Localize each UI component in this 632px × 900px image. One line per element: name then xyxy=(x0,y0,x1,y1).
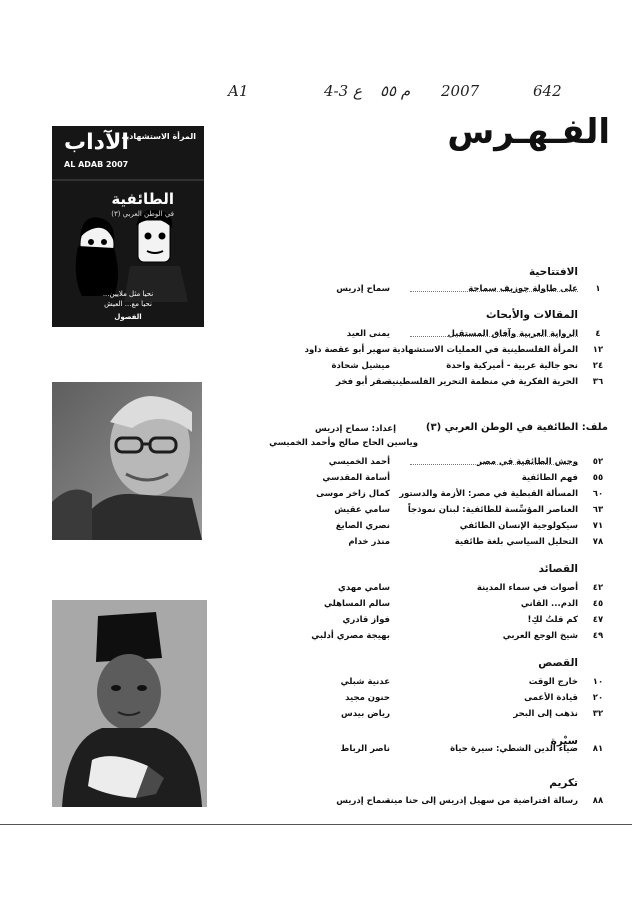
toc-page-number: ٤٢ xyxy=(592,583,604,593)
toc-entry[interactable] xyxy=(206,360,604,373)
toc-author: سامي عقيش xyxy=(334,505,390,515)
toc-entry[interactable] xyxy=(206,536,604,549)
cover-bottom-label: الفصول xyxy=(114,313,142,321)
toc-page-number: ٨٨ xyxy=(592,796,604,806)
toc-page-number: ٦٠ xyxy=(592,489,604,499)
toc-author: فواز قادري xyxy=(342,615,390,625)
handwritten-note-3: م ٥٥ xyxy=(380,82,411,100)
fez-portrait-illustration xyxy=(52,600,207,807)
toc-entry[interactable] xyxy=(206,582,604,595)
toc-title: فهم الطائفية xyxy=(521,473,578,483)
toc-author: رياض بيدس xyxy=(341,709,390,719)
toc-entry[interactable] xyxy=(206,328,601,341)
section-heading-articles: المقالات والأبحاث xyxy=(485,309,578,321)
toc-page-number: ٤ xyxy=(595,329,601,339)
toc-title: المرأة الفلسطينية في العمليات الاستشهادية xyxy=(392,345,578,355)
toc-title: ضياء الدين الشطي: سيرة حياة xyxy=(450,744,578,754)
toc-author: أحمد الخميسي xyxy=(328,457,390,467)
toc-page-number: ١ xyxy=(595,284,601,294)
toc-author: يمنى العيد xyxy=(346,329,390,339)
toc-title: أصوات في سماء المدينة xyxy=(476,583,578,593)
toc-author: سماح إدريس xyxy=(336,284,390,294)
toc-page-number: ٣٦ xyxy=(592,377,604,387)
toc-page-number: ١٠ xyxy=(592,677,604,687)
toc-entry[interactable] xyxy=(206,472,604,485)
dossier-editors-line2: وياسين الحاج صالح وأحمد الخميسي xyxy=(269,438,418,448)
toc-author: ناصر الرباط xyxy=(340,744,390,754)
cover-slogan-line2: نحيا مع... العيش xyxy=(104,300,152,308)
toc-page-number: ٧٨ xyxy=(592,537,604,547)
toc-entry[interactable] xyxy=(206,630,604,643)
toc-entry[interactable] xyxy=(206,692,604,705)
toc-author: كمال زاخر موسى xyxy=(316,489,390,499)
cover-feature-title: الطائفية xyxy=(111,190,174,208)
section-heading-editorial: الافتتاحية xyxy=(528,266,578,278)
toc-title: رسالة افتراضية من سهيل إدريس إلى حنا مينة xyxy=(385,796,578,806)
dossier-heading: ملف: الطائفية في الوطن العربي (٣) xyxy=(425,422,608,433)
toc-title: كم قلتُ لكِ! xyxy=(527,615,578,625)
cover-latin-title: AL ADAB 2007 xyxy=(64,160,129,169)
toc-author: حنون مجيد xyxy=(345,693,390,703)
toc-page-number: ٤٧ xyxy=(592,615,604,625)
toc-author: سهير أبو عقصة داود xyxy=(304,345,390,355)
dossier-editors-line1: إعداد: سماح إدريس xyxy=(315,424,396,434)
toc-title: نحو جالية عربية - أميركية واحدة xyxy=(446,361,578,371)
handwritten-note-4: 2007 xyxy=(441,82,480,100)
magazine-cover-image xyxy=(52,126,204,327)
cover-feature-subtitle: في الوطن العربي (٣) xyxy=(111,210,174,218)
leader-dots xyxy=(410,336,578,337)
section-heading-stories: القصص xyxy=(538,657,578,669)
cover-slogan-line1: نحيا مثل ملايين... xyxy=(102,290,154,298)
toc-title: شيخ الوجع العربي xyxy=(502,631,578,641)
toc-title: قيادة الأعمى xyxy=(524,693,578,703)
section-heading-biography: سيْرة xyxy=(550,735,578,747)
toc-entry[interactable] xyxy=(206,520,604,533)
toc-author: سامي مهدي xyxy=(338,583,390,593)
toc-title: الحرية الفكرية في منظمة التحرير الفلسطينية xyxy=(386,377,578,387)
toc-page-number: ٥٥ xyxy=(592,473,604,483)
portrait-illustration xyxy=(52,382,202,540)
toc-entry[interactable] xyxy=(206,376,604,389)
toc-page-number: ٧١ xyxy=(592,521,604,531)
toc-entry[interactable] xyxy=(206,614,604,627)
toc-entry[interactable] xyxy=(206,504,604,517)
toc-page-number: ٣٢ xyxy=(592,709,604,719)
toc-page-number: ٨١ xyxy=(592,744,604,754)
toc-page-number: ٢٠ xyxy=(592,693,604,703)
historical-portrait-photo xyxy=(52,600,207,807)
leader-dots xyxy=(410,464,578,465)
page-title: الفـهـرس xyxy=(447,112,610,152)
toc-page-number: ٤٥ xyxy=(592,599,604,609)
toc-author: بهيجة مصري أدلبي xyxy=(311,631,390,641)
toc-author: أسامة المقدسي xyxy=(322,473,390,483)
author-portrait-photo xyxy=(52,382,202,540)
toc-page-number: ٥٢ xyxy=(592,457,604,467)
toc-author: سماح إدريس xyxy=(336,796,390,806)
toc-entry[interactable] xyxy=(206,344,604,357)
leader-dots xyxy=(410,291,578,292)
handwritten-notes xyxy=(0,82,632,112)
toc-title: العناصر المؤسِّسة للطائفية: لبنان نموذجاً xyxy=(407,505,578,515)
toc-title: وحش الطائفية في مصر xyxy=(477,457,578,467)
bottom-divider xyxy=(0,824,632,825)
toc-author: نصري الصايغ xyxy=(335,521,390,531)
dossier-editors xyxy=(276,423,396,436)
toc-entry[interactable] xyxy=(206,456,604,469)
toc-author: ميشيل شحادة xyxy=(331,361,390,371)
toc-entry[interactable] xyxy=(206,795,604,808)
cover-slogan xyxy=(52,289,204,309)
toc-entry[interactable] xyxy=(206,743,604,756)
toc-title: التحليل السياسي بلغة طائفية xyxy=(454,537,578,547)
toc-page-number: ٤٩ xyxy=(592,631,604,641)
toc-title: المسألة القبطية في مصر: الأزمة والدستور xyxy=(399,489,578,499)
toc-entry[interactable] xyxy=(206,708,604,721)
toc-title: سيكولوجية الإنسان الطائفي xyxy=(459,521,578,531)
handwritten-note-5: 642 xyxy=(533,82,562,100)
toc-title: خارج الوقت xyxy=(528,677,578,687)
section-heading-poems: القصائد xyxy=(538,563,578,575)
toc-page-number: ٢٤ xyxy=(592,361,604,371)
toc-author: صقر أبو فخر xyxy=(336,377,390,387)
section-heading-tribute: تكريم xyxy=(549,777,578,789)
toc-title: الرواية العربية وآفاق المستقبل xyxy=(447,329,578,339)
toc-page-number: ١٢ xyxy=(592,345,604,355)
toc-entry[interactable] xyxy=(206,598,604,611)
toc-author: منذر خدام xyxy=(348,537,390,547)
toc-page-number: ٦٣ xyxy=(592,505,604,515)
cover-corner-label: المرأة الاستشهادية xyxy=(121,132,196,141)
cover-magazine-name: الآداب xyxy=(64,130,129,155)
toc-author: عدنية شبلي xyxy=(340,677,390,687)
toc-title: على طاولة جوزيف سماحة xyxy=(468,284,578,294)
toc-author: سالم المساهلي xyxy=(324,599,390,609)
toc-title: الدم... القاني xyxy=(520,599,578,609)
toc-title: نذهب إلى البحر xyxy=(513,709,578,719)
toc-entry[interactable] xyxy=(206,283,601,296)
handwritten-note-2: 4-3 ع xyxy=(324,82,362,100)
toc-entry[interactable] xyxy=(206,676,604,689)
toc-entry[interactable] xyxy=(206,488,604,501)
handwritten-note-1: A1 xyxy=(228,82,249,100)
